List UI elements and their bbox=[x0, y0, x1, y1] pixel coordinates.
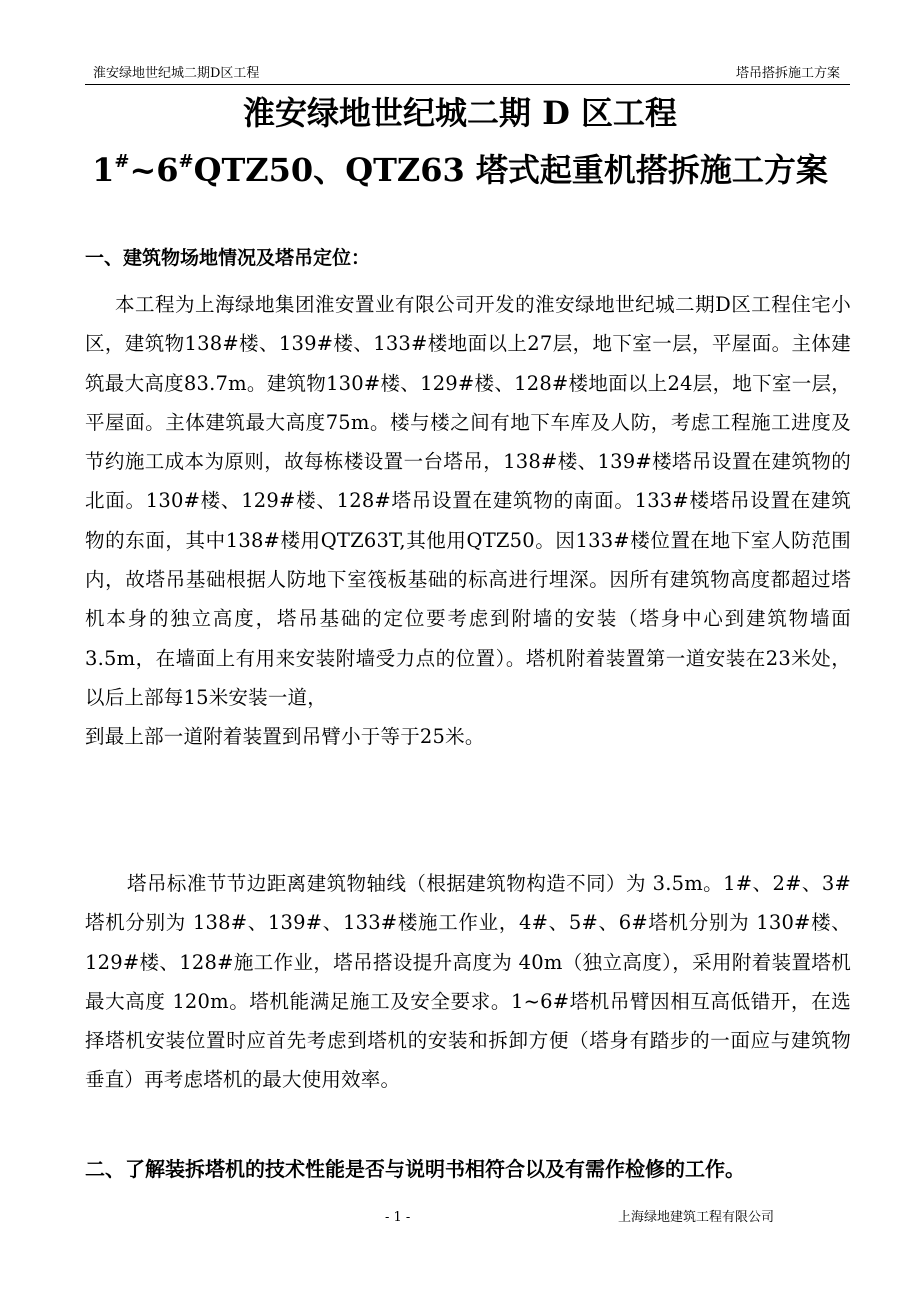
document-title-line1: 淮安绿地世纪城二期 D 区工程 bbox=[242, 94, 678, 132]
page-number: - 1 - bbox=[385, 1210, 411, 1225]
header-project-name: 淮安绿地世纪城二期D区工程 bbox=[93, 66, 260, 81]
section-1-body-continued bbox=[85, 864, 851, 1100]
section-1-heading: 一、建筑物场地情况及塔吊定位： bbox=[85, 247, 371, 269]
title-part: 1 bbox=[92, 151, 115, 189]
paragraph: 本工程为上海绿地集团淮安置业有限公司开发的淮安绿地世纪城二期D区工程住宅小区，建筑物138#楼、139#楼、133#楼地面以上27层，地下室一层，平屋面。主体建筑最大高度83.7m。建筑物130#楼、129#楼、128#楼地面以上24层，地下室一层，平屋面。主体建筑最大高度75m。楼与楼之间有地下车库及人防，考虑工程施工进度及节约施工成本为原则，故每栋楼设置一台塔吊，138#楼、139#楼塔吊设置在建筑物的北面。130#楼、129#楼、128#塔吊设置在建筑物的南面。133#楼塔吊设置在建筑物的东面，其中138#楼用QTZ63T,其他用QTZ50。因133#楼位置在地下室人防范围内，故塔吊基础根据人防地下室筏板基础的标高进行埋深。因所有建筑物高度都超过塔机本身的独立高度，塔吊基础的定位要考虑到附墙的安装（塔身中心到建筑物墙面 3.5m，在墙面上有用来安装附墙受力点的位置）。塔机附着装置第一道安装在23米处，以后上部每15米安装一道， bbox=[85, 293, 851, 709]
page-footer bbox=[0, 1208, 920, 1228]
paragraph: 塔吊标准节节边距离建筑物轴线（根据建筑物构造不同）为 3.5m。1#、2#、3#塔机分别为 138#、139#、133#楼施工作业，4#、5#、6#塔机分别为 130#楼、129#楼、128#施工作业，塔吊搭设提升高度为 40m（独立高度），采用附着装置塔机最大高度 120m。塔机能满足施工及安全要求。1~6#塔机吊臂因相互高低错开，在选择塔机安装位置时应首先考虑到塔机的安装和拆卸方便（塔身有踏步的一面应与建筑物垂直）再考虑塔机的最大使用效率。 bbox=[85, 872, 851, 1092]
section-1-body bbox=[85, 285, 851, 757]
paragraph: 到最上部一道附着装置到吊臂小于等于25米。 bbox=[85, 725, 485, 749]
footer-company: 上海绿地建筑工程有限公司 bbox=[618, 1210, 775, 1225]
title-superscript: # bbox=[178, 151, 194, 172]
section-2-heading: 二、了解装拆塔机的技术性能是否与说明书相符合以及有需作检修的工作。 bbox=[85, 1157, 745, 1181]
title-part: QTZ50、QTZ63 塔式起重机搭拆施工方案 bbox=[193, 151, 828, 189]
document-title-line2 bbox=[0, 140, 920, 192]
title-part: ~6 bbox=[129, 151, 179, 189]
title-superscript: # bbox=[114, 151, 130, 172]
page-header bbox=[85, 64, 850, 85]
header-document-name: 塔吊搭拆施工方案 bbox=[735, 66, 840, 81]
